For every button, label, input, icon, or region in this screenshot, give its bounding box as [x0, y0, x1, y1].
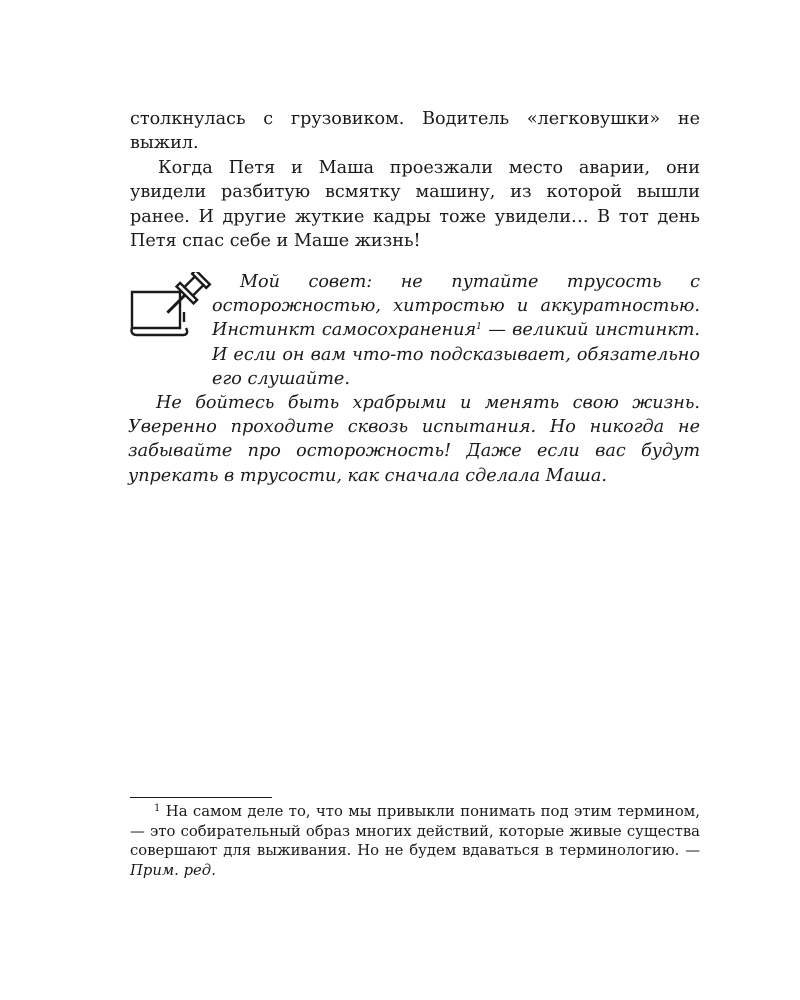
footnote-reference[interactable]: 1 — [476, 322, 482, 333]
advice-block — [128, 270, 700, 488]
footnote-number: 1 — [154, 803, 161, 814]
advice-text-part: Мой совет: не путайте трусость с осторожностью, хитростью и аккуратностью. Инстинкт самосохранения — [212, 272, 700, 341]
footnote-divider — [130, 797, 272, 798]
advice-paragraph — [212, 270, 700, 391]
paragraph: Когда Петя и Маша проезжали место аварии, они увидели разбитую всмятку машину, из которой вышли ранее. И другие жуткие кадры тоже увидели… В тот день Петя спас себе и Маше жизнь! — [130, 157, 700, 252]
footnote-source: Прим. ред. — [130, 861, 216, 879]
advice-text — [128, 270, 700, 488]
footnote-text: На самом деле то, что мы привыкли понимать под этим термином, — это собирательный образ многих действий, которые живые существа совершают для выживания. Но не будем вдаваться в терминологию. — — [130, 803, 700, 860]
footnote — [130, 802, 700, 880]
pushpin-note-icon — [128, 272, 212, 338]
paragraph: столкнулась с грузовиком. Водитель «легковушки» не выжил. — [130, 109, 700, 154]
main-text — [130, 107, 700, 253]
advice-text-part: — великий инстинкт. И если он вам что-то подсказывает, обязательно его слушайте. — [212, 320, 700, 389]
advice-paragraph: Не бойтесь быть храбрыми и менять свою жизнь. Уверенно проходите сквозь испытания. Но никогда не забывайте про осторожность! Даже если вас будут упрекать в трусости, как сначала сделала Маша. — [128, 393, 700, 486]
footnote-paragraph — [130, 802, 700, 880]
